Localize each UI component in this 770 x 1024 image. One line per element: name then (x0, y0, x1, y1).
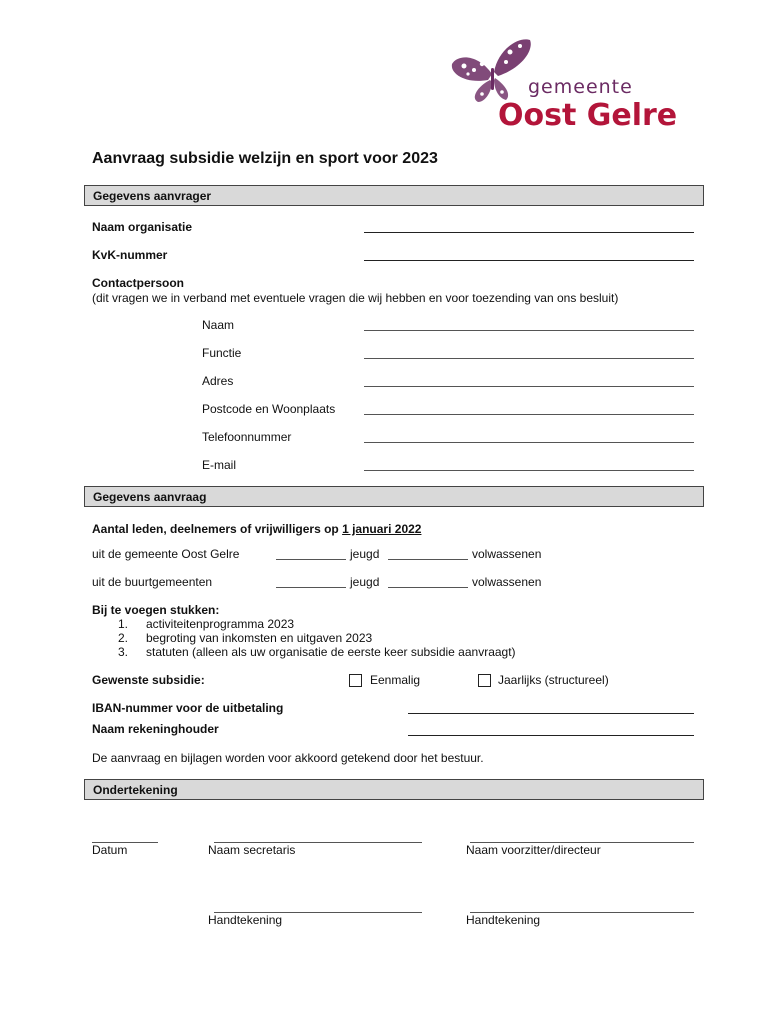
label-postcode-woonplaats: Postcode en Woonplaats (202, 402, 336, 416)
label-handtekening-secretaris: Handtekening (208, 913, 283, 927)
checkbox-jaarlijks[interactable] (478, 674, 491, 687)
label-contactpersoon: Contactpersoon (92, 276, 185, 290)
label-gewenste-subsidie: Gewenste subsidie: (92, 673, 205, 687)
section-header-aanvrager (84, 185, 704, 206)
label-uit-buurtgemeenten: uit de buurtgemeenten (92, 575, 213, 589)
label-bijlagen: Bij te voegen stukken: (92, 603, 220, 617)
label-aantal-leden (92, 522, 421, 536)
label-kvk-nummer: KvK-nummer (92, 248, 168, 262)
label-naam: Naam (202, 318, 235, 332)
section-header-aanvraag (84, 486, 704, 507)
logo-text-oost-gelre: Oost Gelre (498, 98, 678, 133)
input-line-adres[interactable] (364, 386, 694, 387)
input-line-jeugd-gemeente[interactable] (276, 559, 346, 560)
input-line-rekeninghouder[interactable] (408, 735, 694, 736)
checkbox-eenmalig[interactable] (349, 674, 362, 687)
input-line-telefoonnummer[interactable] (364, 442, 694, 443)
label-volwassenen: volwassenen (472, 575, 542, 589)
butterfly-icon (448, 34, 534, 104)
label-eenmalig: Eenmalig (370, 673, 421, 687)
section-header-label: Gegevens aanvraag (93, 490, 207, 504)
input-line-jeugd-buurt[interactable] (276, 587, 346, 588)
label-datum: Datum (92, 843, 128, 857)
input-line-volwassenen-buurt[interactable] (388, 587, 468, 588)
page-title: Aanvraag subsidie welzijn en sport voor 2023 (92, 150, 438, 167)
label-adres: Adres (202, 374, 234, 388)
label-telefoonnummer: Telefoonnummer (202, 430, 292, 444)
label-naam-secretaris: Naam secretaris (208, 843, 296, 857)
label-naam-organisatie: Naam organisatie (92, 220, 193, 234)
section-header-ondertekening (84, 779, 704, 800)
input-line-naam-organisatie[interactable] (364, 232, 694, 233)
label-jeugd: jeugd (350, 547, 380, 561)
input-line-email[interactable] (364, 470, 694, 471)
list-item: 2. begroting van inkomsten en uitgaven 2023 (118, 631, 373, 645)
logo-text-gemeente: gemeente (528, 76, 633, 98)
input-line-functie[interactable] (364, 358, 694, 359)
aantal-date: 1 januari 2022 (342, 522, 422, 536)
contactpersoon-note: (dit vragen we in verband met eventuele vragen die wij hebben en voor toezending van ons besluit) (92, 291, 619, 305)
input-line-naam[interactable] (364, 330, 694, 331)
input-line-postcode-woonplaats[interactable] (364, 414, 694, 415)
label-jaarlijks: Jaarlijks (structureel) (498, 673, 609, 687)
aantal-prefix: Aantal leden, deelnemers of vrijwilligers op (92, 522, 343, 536)
bijlagen-list (118, 617, 516, 659)
label-jeugd: jeugd (350, 575, 380, 589)
label-handtekening-voorzitter: Handtekening (466, 913, 541, 927)
input-line-iban[interactable] (408, 713, 694, 714)
label-functie: Functie (202, 346, 242, 360)
label-iban: IBAN-nummer voor de uitbetaling (92, 701, 284, 715)
section-header-label: Ondertekening (93, 783, 178, 797)
akkoord-text: De aanvraag en bijlagen worden voor akkoord getekend door het bestuur. (92, 751, 484, 765)
label-volwassenen: volwassenen (472, 547, 542, 561)
label-uit-gemeente: uit de gemeente Oost Gelre (92, 547, 240, 561)
input-line-kvk-nummer[interactable] (364, 260, 694, 261)
list-item: 3. statuten (alleen als uw organisatie de eerste keer subsidie aanvraagt) (118, 645, 516, 659)
label-rekeninghouder: Naam rekeninghouder (92, 722, 219, 736)
list-item: 1. activiteitenprogramma 2023 (118, 617, 295, 631)
section-header-label: Gegevens aanvrager (93, 189, 212, 203)
label-email: E-mail (202, 458, 237, 472)
label-naam-voorzitter: Naam voorzitter/directeur (466, 843, 601, 857)
input-line-volwassenen-gemeente[interactable] (388, 559, 468, 560)
